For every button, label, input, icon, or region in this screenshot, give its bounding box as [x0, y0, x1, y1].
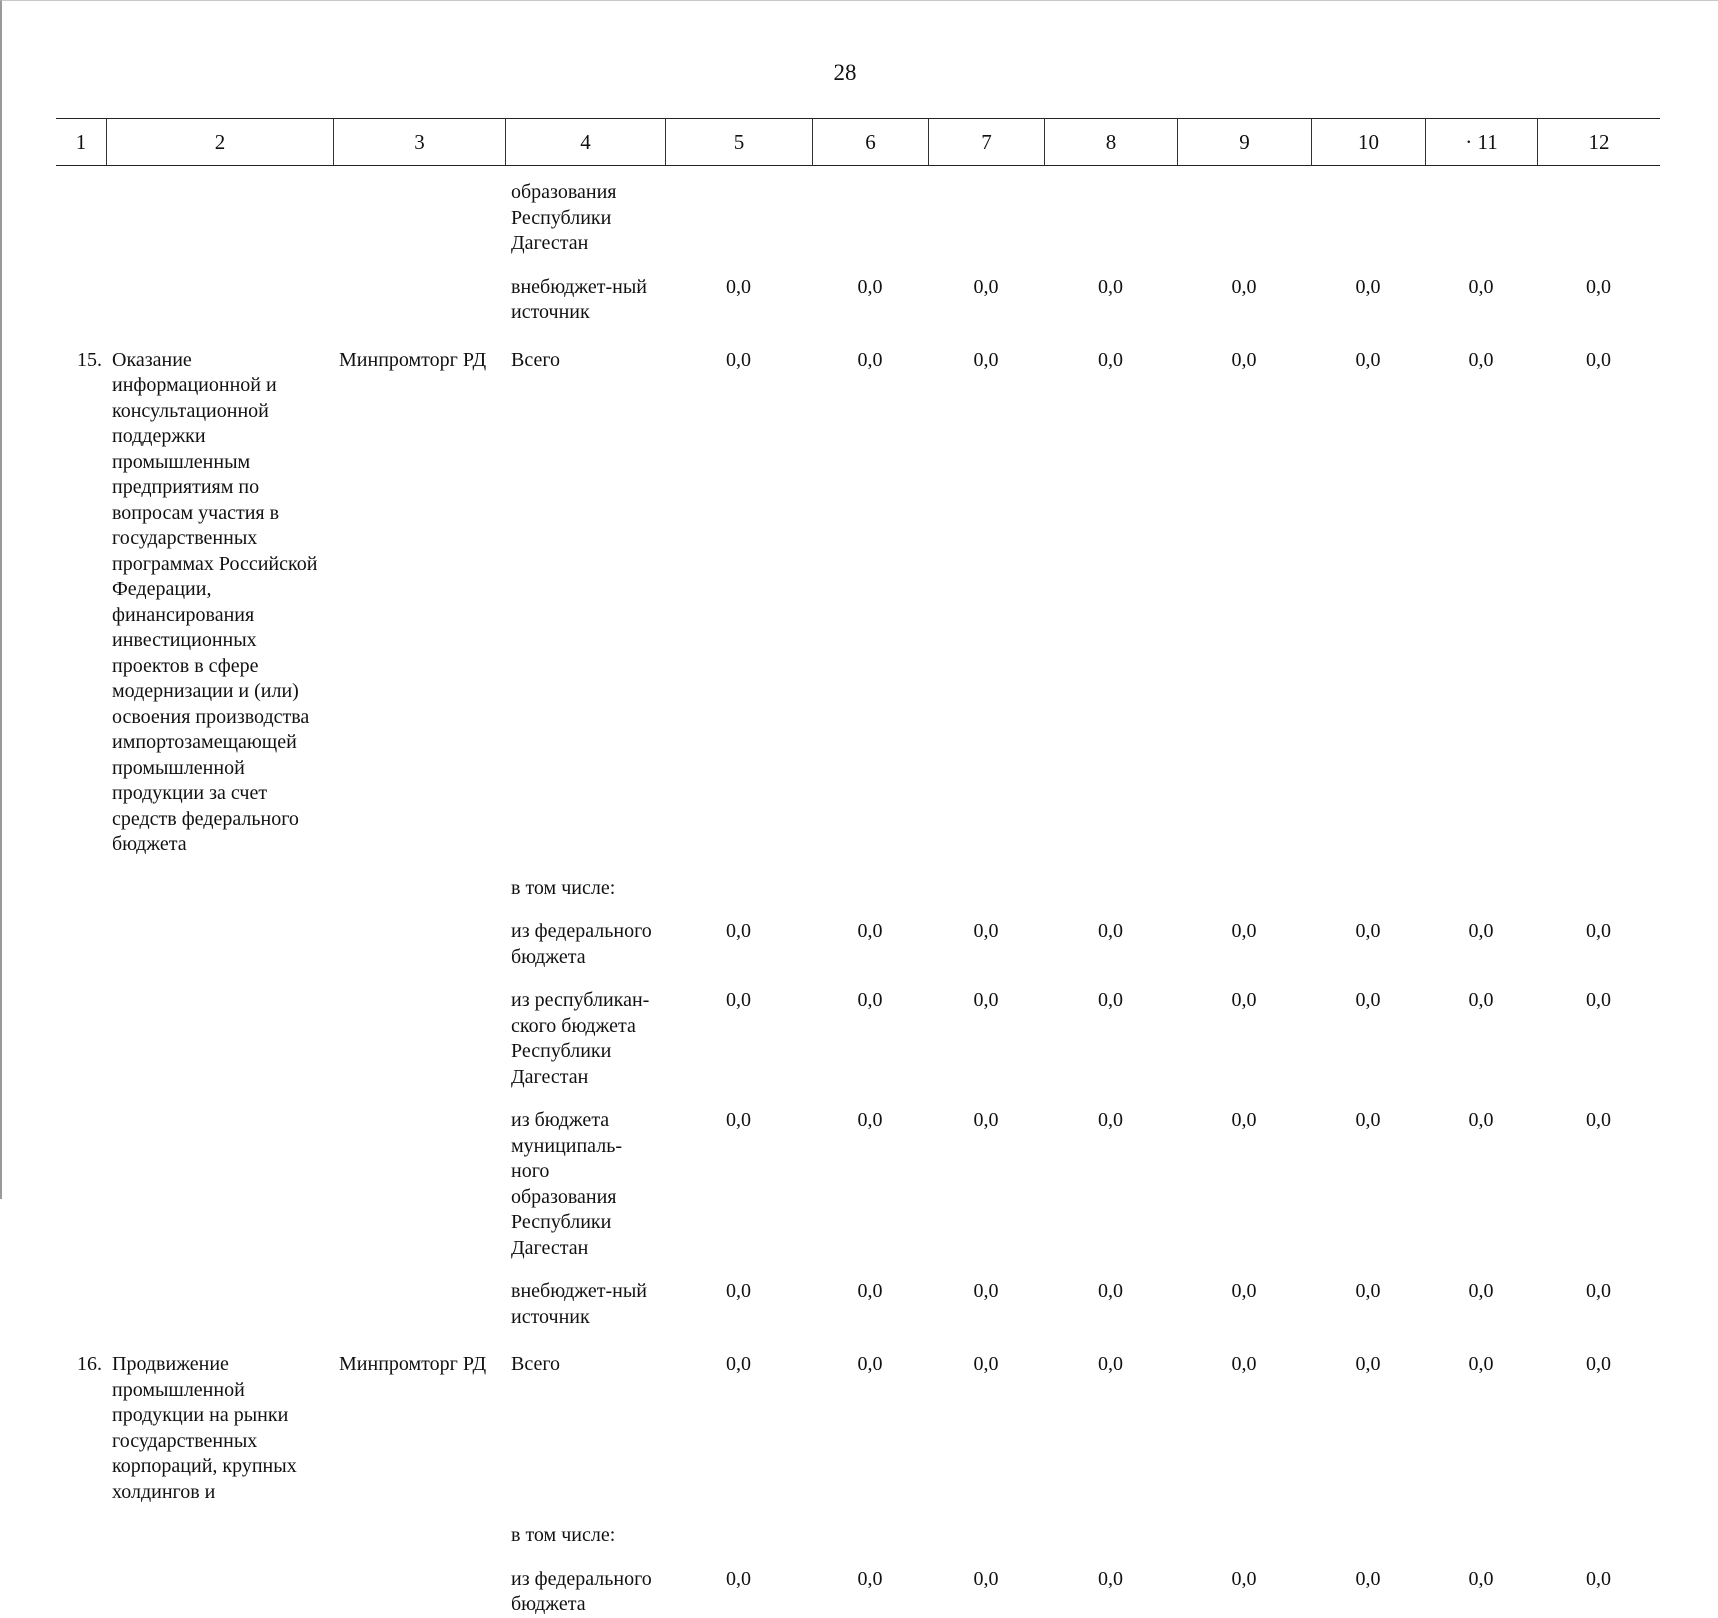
row-index [56, 1275, 106, 1330]
table-row [56, 970, 1660, 1090]
value-cell: 0,0 [1355, 1280, 1381, 1302]
activity-name: Продвижение промышленной продукции на рынки государственных корпораций, крупных холдингов и [112, 1353, 297, 1503]
activity-name [106, 915, 333, 970]
empty-cell [1311, 872, 1425, 902]
value-cell: 0,0 [1586, 348, 1611, 371]
column-header: 3 [333, 119, 505, 165]
value-cell: 0,0 [1586, 1567, 1611, 1590]
funding-source: из федерального бюджета [511, 1567, 652, 1615]
value-cell: 0,0 [1586, 1109, 1611, 1131]
table-header-row [56, 118, 1660, 166]
value-cell: 0,0 [1468, 920, 1494, 942]
empty-cell [1537, 872, 1660, 902]
empty-cell [812, 1519, 928, 1549]
activity-name [106, 1275, 333, 1330]
table-row [56, 1330, 1660, 1505]
value-cell: 0,0 [1098, 989, 1123, 1011]
value-cell: 0,0 [1231, 275, 1257, 298]
row-index [56, 984, 106, 1090]
activity-name [106, 872, 333, 902]
value-cell: 0,0 [973, 1109, 999, 1131]
row-index [56, 872, 106, 902]
value-cell: 0,0 [726, 1109, 751, 1131]
table-row [56, 1549, 1660, 1618]
value-cell: 0,0 [726, 1280, 751, 1302]
table-row [56, 257, 1660, 326]
funding-source: из бюджета муниципаль-ного образования Республики Дагестан [511, 1109, 622, 1259]
empty-cell [1537, 176, 1660, 257]
value-cell: 0,0 [1586, 989, 1611, 1011]
column-header: 8 [1044, 119, 1177, 165]
table-body [56, 166, 1660, 1618]
table-row [56, 1505, 1660, 1549]
value-cell: 0,0 [973, 1567, 999, 1590]
table-row [56, 1090, 1660, 1261]
value-cell: 0,0 [857, 1567, 883, 1590]
value-cell: 0,0 [1468, 275, 1494, 298]
row-index: 16. [77, 1353, 102, 1375]
value-cell: 0,0 [1468, 1353, 1494, 1375]
value-cell: 0,0 [973, 275, 999, 298]
value-cell: 0,0 [1355, 1353, 1381, 1375]
value-cell: 0,0 [1098, 1280, 1123, 1302]
row-index [56, 1519, 106, 1549]
empty-cell [665, 1519, 812, 1549]
value-cell: 0,0 [1468, 348, 1494, 371]
value-cell: 0,0 [857, 1353, 883, 1375]
empty-cell [1177, 872, 1311, 902]
table-row [56, 166, 1660, 257]
value-cell: 0,0 [1355, 275, 1381, 298]
executor [333, 915, 505, 970]
table-row [56, 1261, 1660, 1330]
value-cell: 0,0 [973, 1280, 999, 1302]
executor: Минпромторг РД [339, 1353, 487, 1375]
value-cell: 0,0 [726, 1353, 751, 1375]
value-cell: 0,0 [1468, 1567, 1494, 1590]
value-cell: 0,0 [1355, 920, 1381, 942]
value-cell: 0,0 [1231, 1353, 1257, 1375]
funding-source: Всего [511, 348, 561, 371]
executor: Минпромторг РД [339, 348, 487, 371]
empty-cell [1044, 872, 1177, 902]
funding-source: Всего [511, 1353, 561, 1375]
column-header: 5 [665, 119, 812, 165]
empty-cell [665, 872, 812, 902]
value-cell: 0,0 [726, 920, 751, 942]
empty-cell [928, 1519, 1044, 1549]
funding-source: образования Республики Дагестан [511, 181, 617, 254]
value-cell: 0,0 [1231, 920, 1257, 942]
value-cell: 0,0 [1098, 275, 1123, 298]
column-header: 2 [106, 119, 333, 165]
activity-name [106, 984, 333, 1090]
page-number: 28 [833, 60, 857, 85]
value-cell: 0,0 [726, 989, 751, 1011]
value-cell: 0,0 [857, 920, 883, 942]
funding-source: в том числе: [511, 1524, 616, 1546]
table-row [56, 901, 1660, 970]
row-index [56, 1563, 106, 1618]
program-funding-table [56, 118, 1660, 1618]
funding-source: в том числе: [511, 876, 616, 899]
executor [333, 872, 505, 902]
value-cell: 0,0 [726, 275, 751, 298]
empty-cell [665, 176, 812, 257]
empty-cell [1311, 1519, 1425, 1549]
value-cell: 0,0 [1586, 920, 1611, 942]
column-header: 1 [75, 129, 87, 154]
executor [333, 1104, 505, 1261]
executor [333, 984, 505, 1090]
funding-source: внебюджет-ный источник [511, 1280, 647, 1328]
row-index: 15. [77, 348, 102, 371]
activity-name [106, 1563, 333, 1618]
column-header: 9 [1177, 119, 1311, 165]
value-cell: 0,0 [1098, 920, 1123, 942]
value-cell: 0,0 [857, 989, 883, 1011]
empty-cell [1425, 176, 1537, 257]
column-header: 12 [1537, 119, 1660, 165]
activity-name [106, 1519, 333, 1549]
funding-source: из федерального бюджета [511, 920, 652, 968]
funding-source: внебюджет-ный источник [511, 275, 647, 323]
row-index [56, 176, 106, 257]
value-cell: 0,0 [1231, 348, 1257, 371]
value-cell: 0,0 [1355, 1567, 1381, 1590]
value-cell: 0,0 [973, 1353, 999, 1375]
row-index [56, 271, 106, 326]
empty-cell [1425, 872, 1537, 902]
value-cell: 0,0 [1468, 1280, 1494, 1302]
row-index [56, 915, 106, 970]
value-cell: 0,0 [1355, 348, 1381, 371]
value-cell: 0,0 [1586, 275, 1611, 298]
value-cell: 0,0 [1355, 989, 1381, 1011]
column-header: 7 [928, 119, 1044, 165]
value-cell: 0,0 [1468, 989, 1494, 1011]
value-cell: 0,0 [973, 348, 999, 371]
executor [333, 1563, 505, 1618]
value-cell: 0,0 [1586, 1280, 1611, 1302]
activity-name [106, 1104, 333, 1261]
value-cell: 0,0 [1098, 1353, 1123, 1375]
value-cell: 0,0 [1355, 1109, 1381, 1131]
value-cell: 0,0 [857, 348, 883, 371]
activity-name [106, 176, 333, 257]
empty-cell [1425, 1519, 1537, 1549]
value-cell: 0,0 [857, 1280, 883, 1302]
empty-cell [1044, 176, 1177, 257]
executor [333, 1275, 505, 1330]
value-cell: 0,0 [726, 1567, 751, 1590]
value-cell: 0,0 [1231, 1109, 1257, 1131]
value-cell: 0,0 [1231, 1567, 1257, 1590]
empty-cell [812, 872, 928, 902]
value-cell: 0,0 [1098, 348, 1123, 371]
column-header: 6 [812, 119, 928, 165]
funding-source: из республикан-ского бюджета Республики Дагестан [511, 989, 650, 1088]
column-header: 10 [1311, 119, 1425, 165]
executor [333, 271, 505, 326]
empty-cell [1177, 176, 1311, 257]
value-cell: 0,0 [1098, 1567, 1123, 1590]
executor [333, 176, 505, 257]
value-cell: 0,0 [1231, 989, 1257, 1011]
value-cell: 0,0 [857, 275, 883, 298]
value-cell: 0,0 [1468, 1109, 1494, 1131]
activity-name: Оказание информационной и консультационной поддержки промышленным предприятиям по вопросам участия в государственных программах Российской Федерации, финансирования инвестиционных проектов в сфере модернизации и (или) освоения производства импортозамещающей промышленной продукции за счет средств федерального бюджета [112, 348, 318, 855]
value-cell: 0,0 [1231, 1280, 1257, 1302]
executor [333, 1519, 505, 1549]
value-cell: 0,0 [1098, 1109, 1123, 1131]
empty-cell [1177, 1519, 1311, 1549]
empty-cell [928, 176, 1044, 257]
value-cell: 0,0 [973, 920, 999, 942]
empty-cell [928, 872, 1044, 902]
column-header: 4 [505, 119, 665, 165]
value-cell: 0,0 [973, 989, 999, 1011]
empty-cell [1537, 1519, 1660, 1549]
row-index [56, 1104, 106, 1261]
value-cell: 0,0 [857, 1109, 883, 1131]
table-row [56, 858, 1660, 902]
value-cell: 0,0 [1586, 1353, 1611, 1375]
value-cell: 0,0 [726, 348, 751, 371]
empty-cell [1044, 1519, 1177, 1549]
activity-name [106, 271, 333, 326]
empty-cell [1311, 176, 1425, 257]
empty-cell [812, 176, 928, 257]
table-row [56, 326, 1660, 858]
column-header: · 11 [1425, 119, 1537, 165]
